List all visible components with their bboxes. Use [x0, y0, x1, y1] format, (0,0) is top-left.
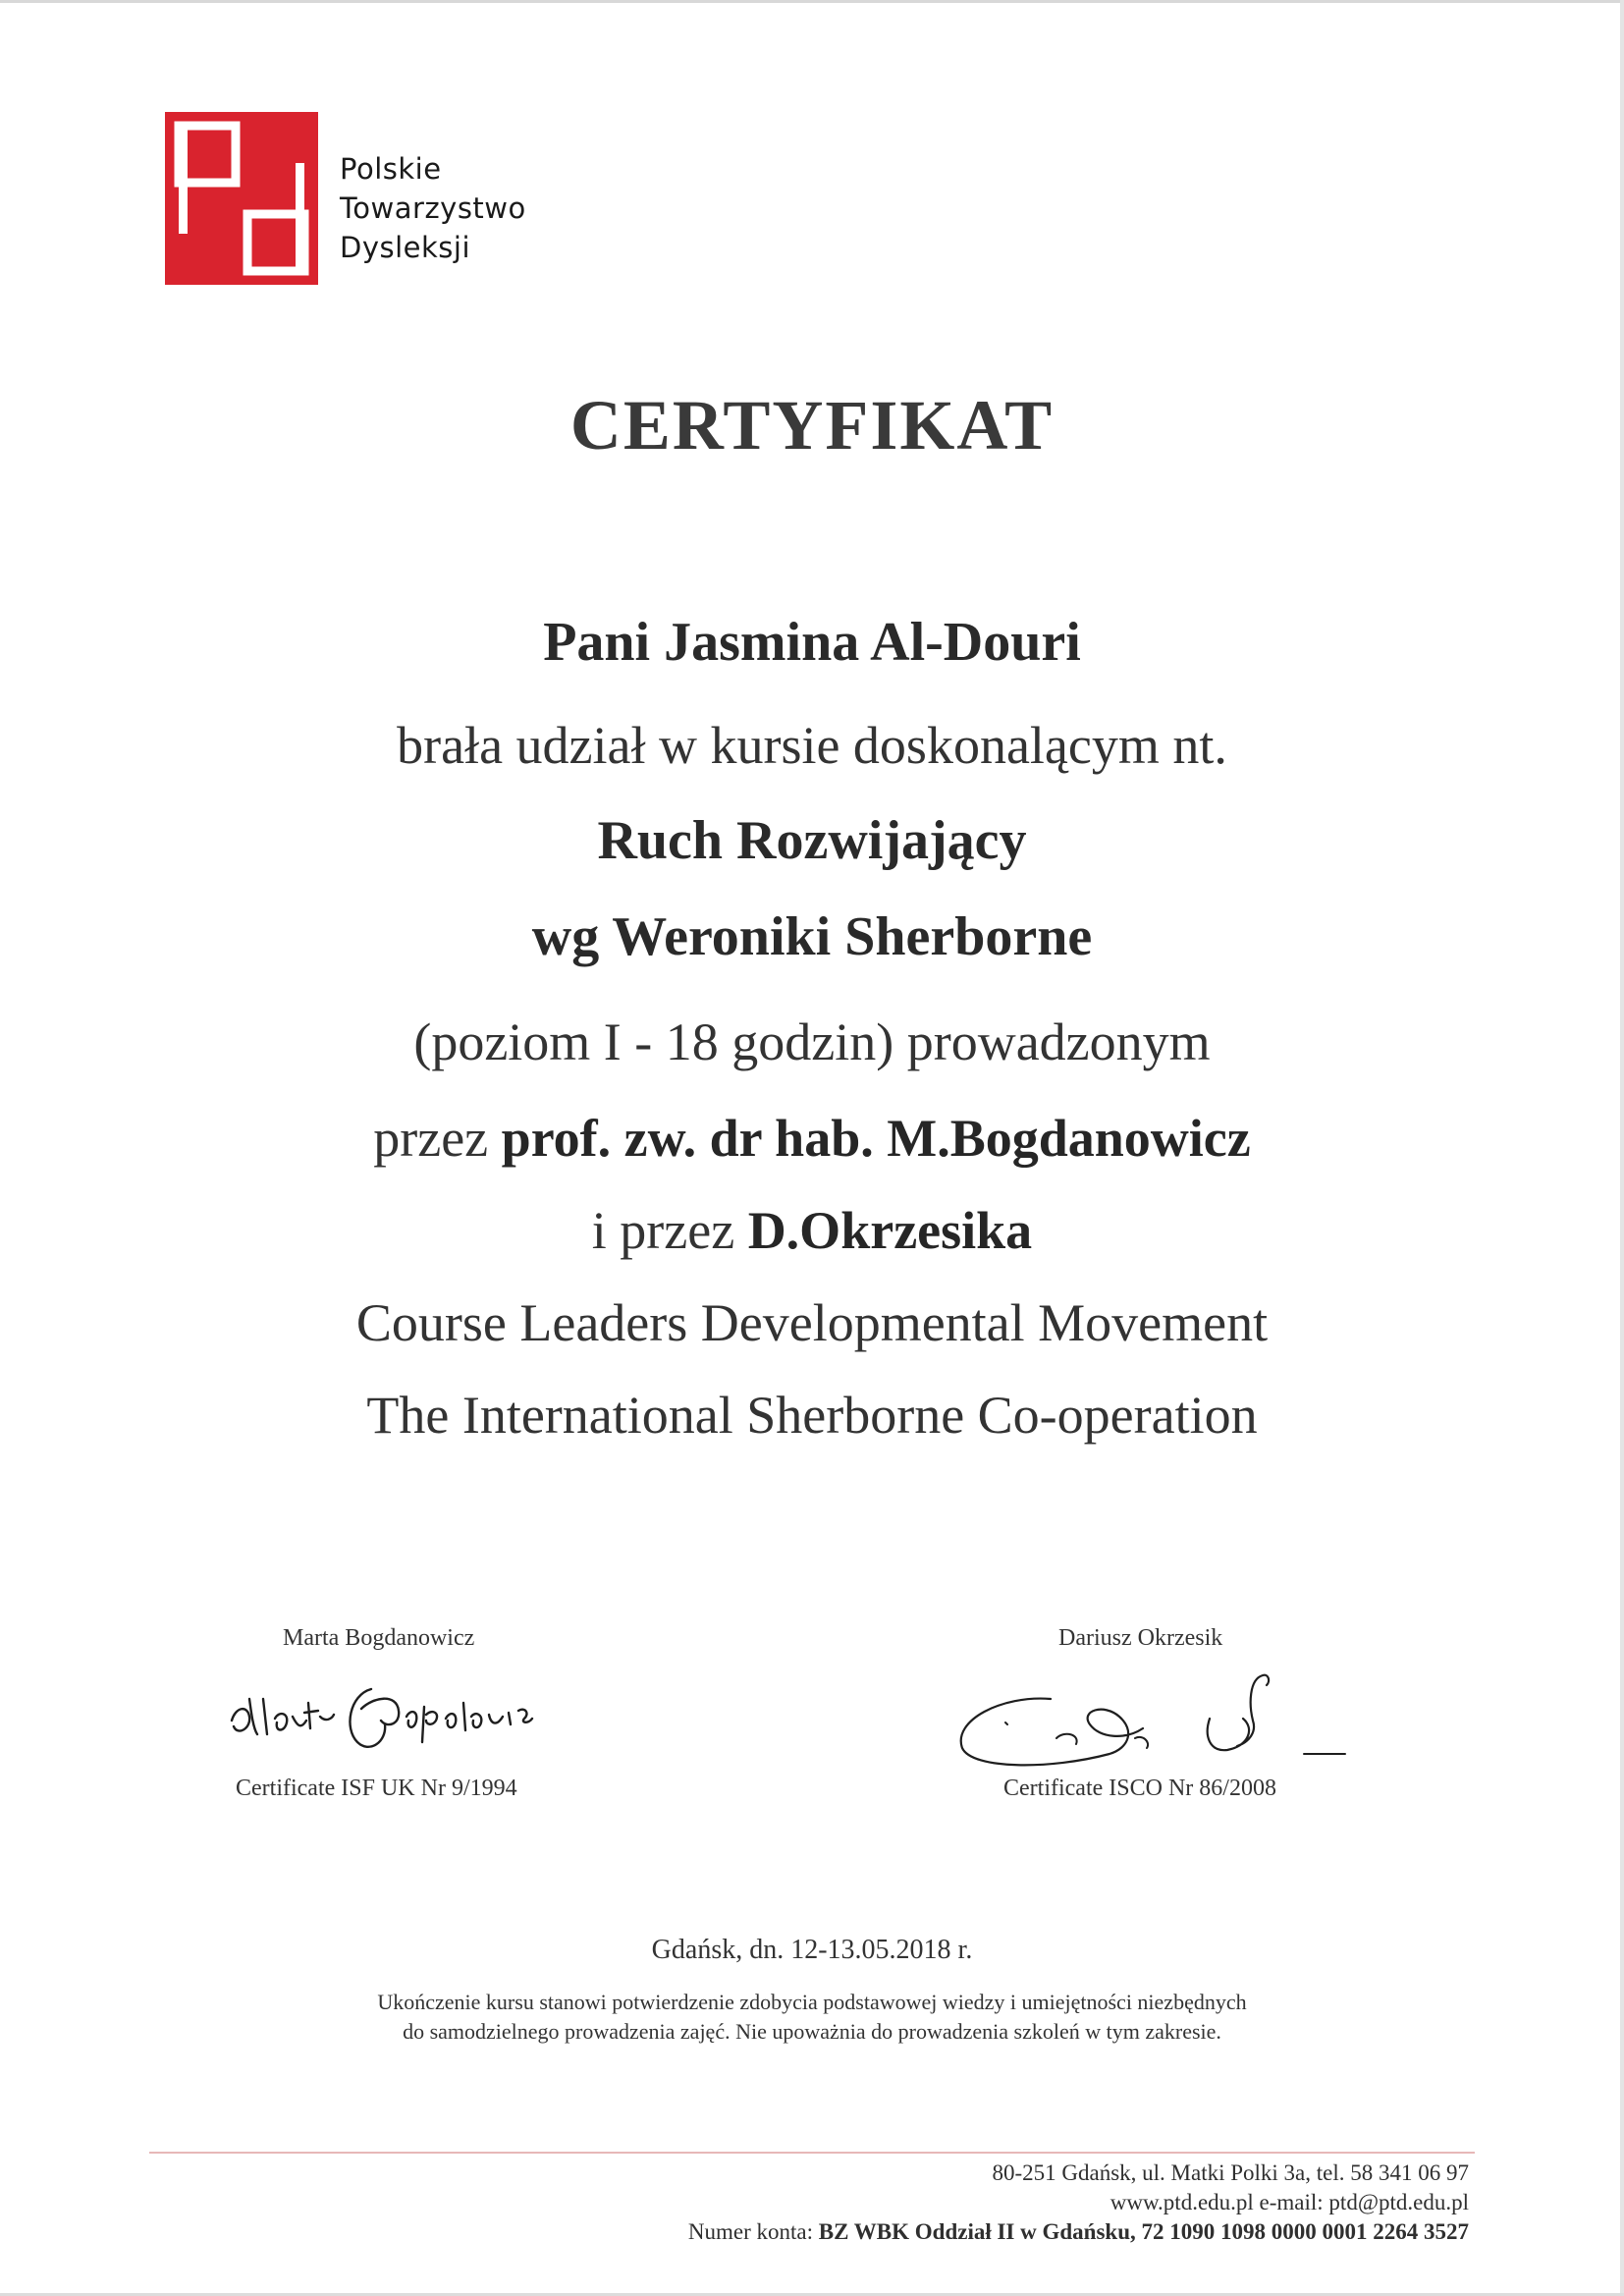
recipient-name: Pani Jasmina Al-Douri	[543, 612, 1081, 673]
footer-bank-account	[688, 2219, 1469, 2245]
scan-edge-top	[0, 0, 1624, 3]
place-date: Gdańsk, dn. 12-13.05.2018 r.	[651, 1935, 973, 1965]
leader-line-2	[0, 1200, 1624, 1261]
leader-prefix-1: przez	[373, 1109, 502, 1168]
ptd-logo	[165, 112, 318, 285]
english-line-2: The International Sherborne Co-operation	[366, 1386, 1258, 1445]
signatory-right-certificate: Certificate ISCO Nr 86/2008	[1003, 1776, 1276, 1801]
organization-name-line3: Dysleksji	[340, 231, 471, 264]
footer-address: 80-251 Gdańsk, ul. Matki Polki 3a, tel. 58 341 06 97	[992, 2160, 1469, 2185]
organization-name-line2: Towarzystwo	[340, 191, 526, 225]
english-line-1: Course Leaders Developmental Movement	[355, 1293, 1269, 1352]
certificate-title: CERTYFIKAT	[569, 386, 1055, 465]
leader-2-name: D.Okrzesika	[747, 1201, 1033, 1260]
organization-name-line1: Polskie	[340, 152, 442, 186]
signatory-right-name: Dariusz Okrzesik	[1058, 1625, 1223, 1651]
signature-left-handwritten	[224, 1660, 607, 1768]
bank-account-details: BZ WBK Oddział II w Gdańsku, 72 1090 1098 0000 0001 2264 3527	[818, 2219, 1469, 2244]
leader-prefix-2: i przez	[591, 1201, 748, 1260]
signature-right-handwritten	[943, 1660, 1355, 1777]
course-title-line2: wg Weroniki Sherborne	[531, 906, 1093, 967]
disclaimer-line2: do samodzielnego prowadzenia zajęć. Nie upoważnia do prowadzenia szkoleń w tym zakresie.	[403, 2019, 1221, 2044]
footer-divider	[149, 2152, 1475, 2154]
participation-text: brała udział w kursie doskonalącym nt.	[397, 716, 1227, 775]
signatory-left-name: Marta Bogdanowicz	[283, 1625, 475, 1651]
course-level: (poziom I - 18 godzin) prowadzonym	[413, 1012, 1211, 1071]
bank-account-prefix: Numer konta:	[687, 2219, 819, 2244]
leader-line-1	[0, 1108, 1624, 1169]
leader-1-name: prof. zw. dr hab. M.Bogdanowicz	[501, 1109, 1251, 1168]
signatory-left-certificate: Certificate ISF UK Nr 9/1994	[236, 1776, 517, 1801]
organization-name	[340, 149, 526, 267]
disclaimer-line1: Ukończenie kursu stanowi potwierdzenie zdobycia podstawowej wiedzy i umiejętności niezbędnych	[377, 1990, 1247, 2014]
course-title-line1: Ruch Rozwijający	[597, 810, 1027, 871]
footer-web-email: www.ptd.edu.pl e-mail: ptd@ptd.edu.pl	[1110, 2190, 1469, 2214]
